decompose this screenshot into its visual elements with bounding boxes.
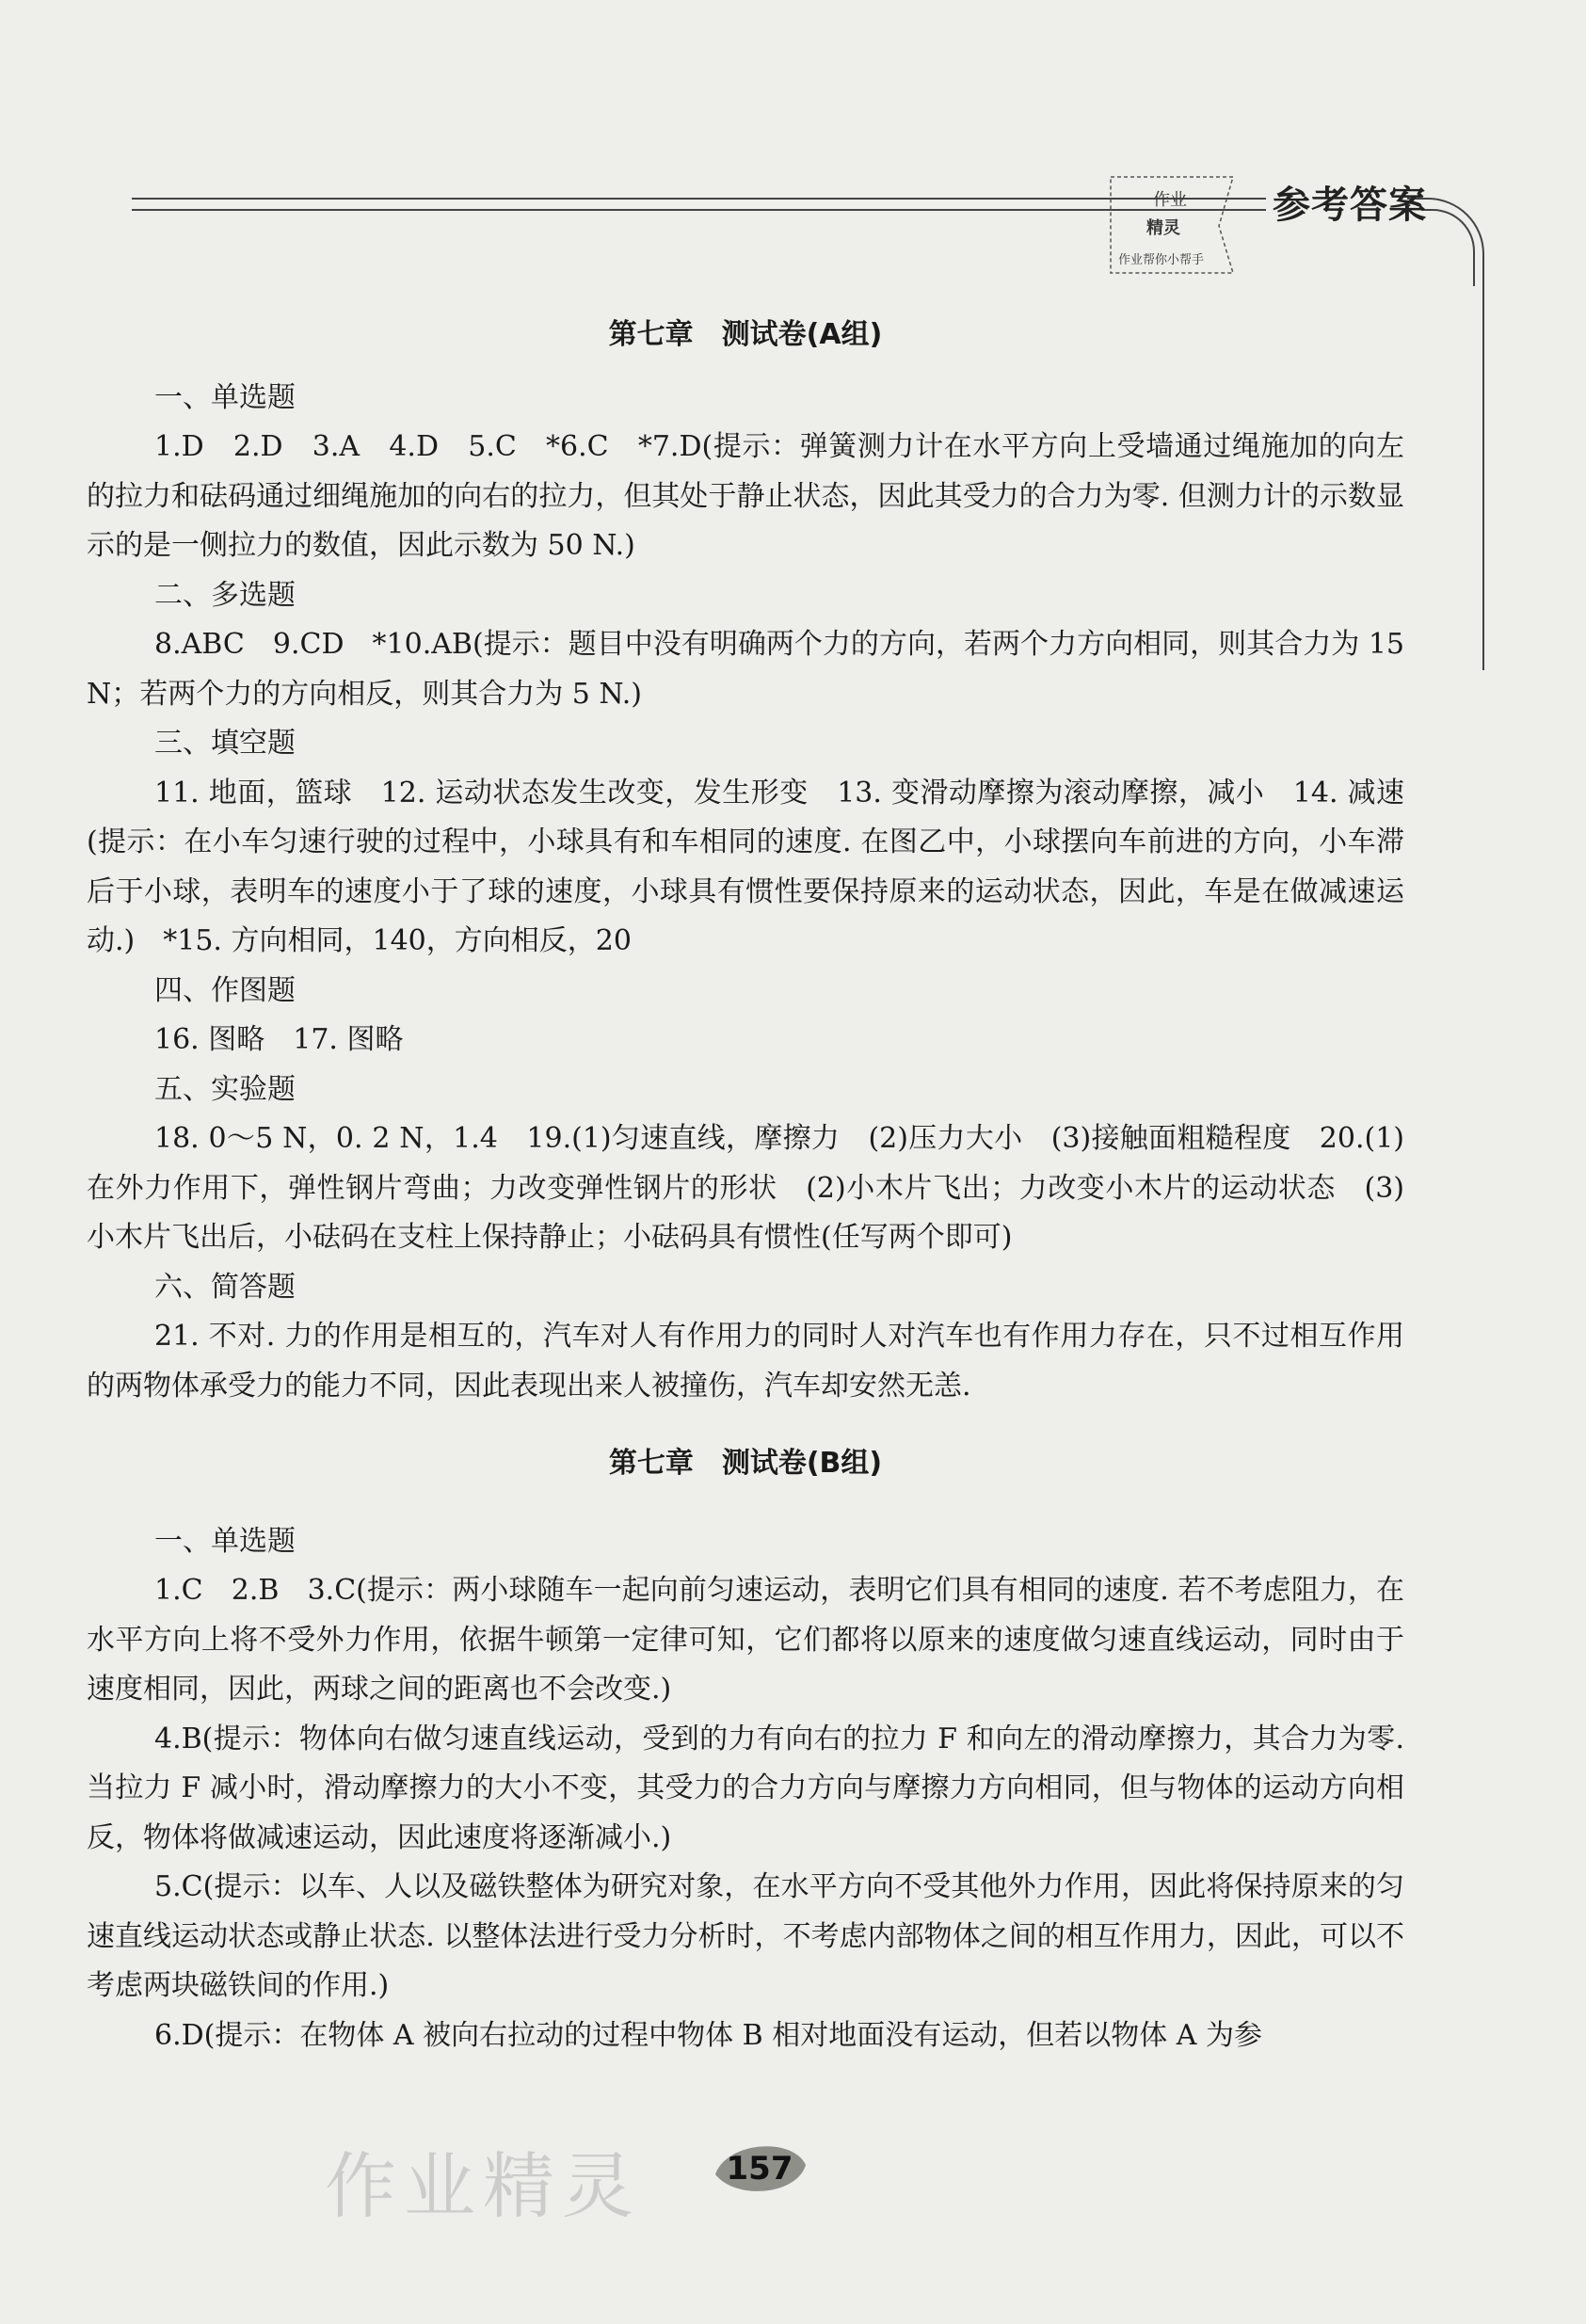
section-heading: 三、填空题 bbox=[154, 727, 296, 760]
section-heading: 四、作图题 bbox=[154, 973, 296, 1007]
stamp-text-bottom: 作业帮你小帮手 bbox=[1118, 253, 1205, 267]
stamp-text-mid: 精灵 bbox=[1146, 218, 1180, 238]
header-rule-top bbox=[132, 198, 1266, 200]
header-rule-bottom bbox=[132, 209, 1266, 211]
answer-paragraph: 6.D(提示：在物体 A 被向右拉动的过程中物体 B 相对地面没有运动，但若以物体 A 为参 bbox=[154, 2018, 1262, 2052]
answer-paragraph: 18. 0～5 N，0. 2 N，1.4 19.(1)匀速直线，摩擦力 (2)压力大小 (3)接触面粗糙程度 20.(1)在外力作用下，弹性钢片弯曲；力改变弹性钢片的形状 (2)小木片飞出；力改变小木片的运动状态 (3)小木片飞出后，小砝码在支柱上保持静止；小砝码具有惯性(任写两个即可) bbox=[87, 1122, 1404, 1254]
watermark: 作业精灵 bbox=[325, 2144, 641, 2228]
answer-paragraph: 8.ABC 9.CD *10.AB(提示：题目中没有明确两个力的方向，若两个力方向相同，则其合力为 15 N；若两个力的方向相反，则其合力为 5 N.) bbox=[87, 628, 1404, 711]
chapter-a-title: 第七章 测试卷(A组) bbox=[608, 318, 883, 351]
answer-paragraph: 11. 地面，篮球 12. 运动状态发生改变，发生形变 13. 变滑动摩擦为滚动摩擦，减小 14. 减速(提示：在小车匀速行驶的过程中，小球具有和车相同的速度. 在图乙中，小球摆向车前进的方向，小车滞后于小球，表明车的速度小于了球的速度，小球具有惯性要保持原来的运动状态，因此，车是在做减速运动.) *15. 方向相同，140，方向相反，20 bbox=[87, 776, 1404, 957]
section-heading: 六、简答题 bbox=[154, 1270, 296, 1304]
section-heading: 二、多选题 bbox=[154, 578, 296, 612]
answer-paragraph: 16. 图略 17. 图略 bbox=[154, 1023, 404, 1056]
stamp-logo bbox=[1101, 169, 1242, 297]
chapter-b-title: 第七章 测试卷(B组) bbox=[608, 1447, 883, 1480]
page-number-badge bbox=[708, 2137, 811, 2203]
answer-paragraph: 4.B(提示：物体向右做匀速直线运动，受到的力有向右的拉力 F 和向左的滑动摩擦力，其合力为零. 当拉力 F 减小时，滑动摩擦力的大小不变，其受力的合力方向与摩擦力方向相同，但与物体的运动方向相反，物体将做减速运动，因此速度将逐渐减小.) bbox=[87, 1722, 1404, 1854]
header-title: 参考答案 bbox=[1273, 184, 1427, 227]
section-heading: 一、单选题 bbox=[154, 1524, 296, 1558]
section-heading: 五、实验题 bbox=[154, 1072, 296, 1106]
answer-paragraph: 21. 不对. 力的作用是相互的，汽车对人有作用力的同时人对汽车也有作用力存在，只不过相互作用的两物体承受力的能力不同，因此表现出来人被撞伤，汽车却安然无恙. bbox=[87, 1320, 1404, 1402]
stamp-text-top: 作业 bbox=[1153, 190, 1187, 210]
answer-body bbox=[87, 301, 1404, 2060]
answer-paragraph: 5.C(提示：以车、人以及磁铁整体为研究对象，在水平方向不受其他外力作用，因此将保持原来的匀速直线运动状态或静止状态. 以整体法进行受力分析时，不考虑内部物体之间的相互作用力，因此，可以不考虑两块磁铁间的作用.) bbox=[87, 1870, 1404, 2002]
section-heading: 一、单选题 bbox=[154, 380, 296, 414]
answer-paragraph: 1.D 2.D 3.A 4.D 5.C *6.C *7.D(提示：弹簧测力计在水平方向上受墙通过绳施加的向左的拉力和砝码通过细绳施加的向右的拉力，但其处于静止状态，因此其受力的合力为零. 但测力计的示数显示的是一侧拉力的数值，因此示数为 50 N.) bbox=[87, 430, 1404, 562]
page-number: 157 bbox=[726, 2150, 793, 2188]
answer-paragraph: 1.C 2.B 3.C(提示：两小球随车一起向前匀速运动，表明它们具有相同的速度. 若不考虑阻力，在水平方向上将不受外力作用，依据牛顿第一定律可知，它们都将以原来的速度做匀速直线运动，同时由于速度相同，因此，两球之间的距离也不会改变.) bbox=[87, 1574, 1404, 1706]
